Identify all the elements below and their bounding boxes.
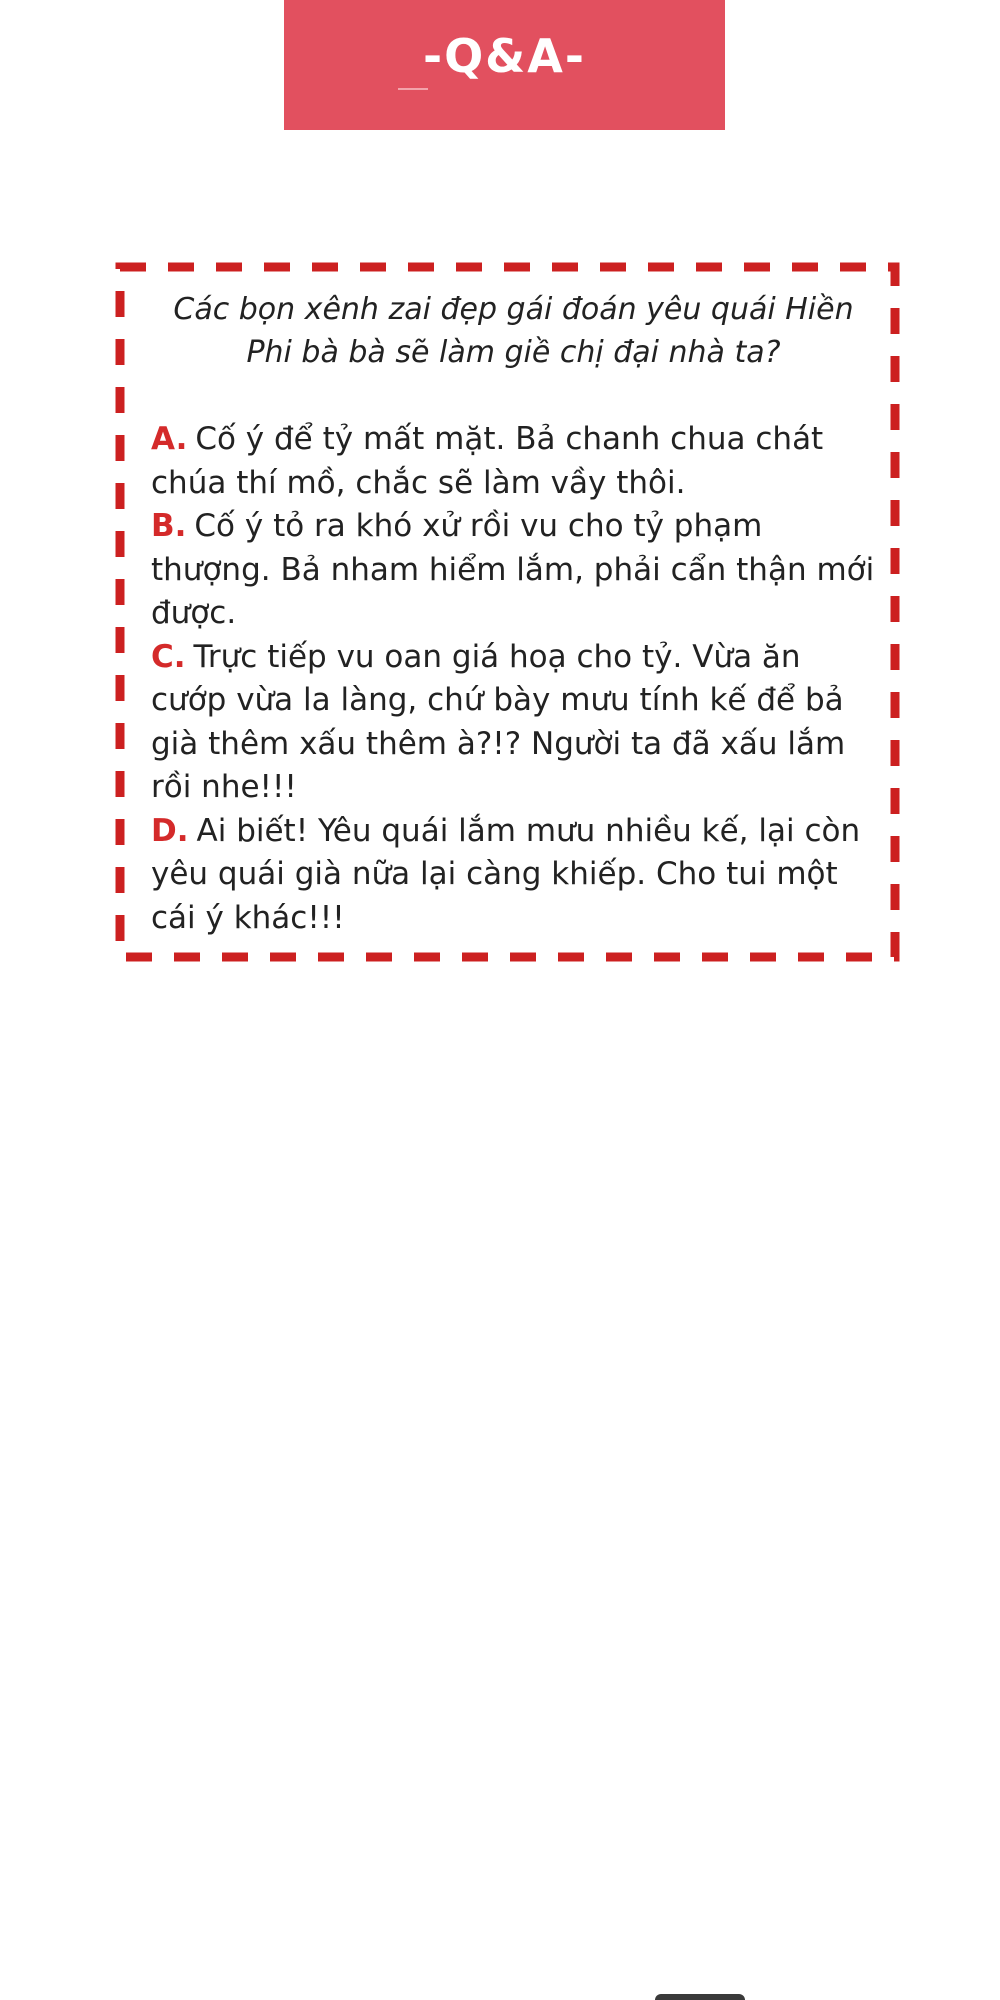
option-d-letter: D.	[151, 812, 189, 849]
option-a-letter: A.	[151, 421, 188, 457]
option-c-text: Trực tiếp vu oan giá hoạ cho tỷ. Vừa ăn cướp vừa la làng, chứ bày mưu tính kế để bả già thêm xấu thêm à?!? Người ta đã xấu lắm rồi nhe!!!	[151, 638, 846, 805]
qa-content	[151, 288, 876, 940]
header-underline-mark	[398, 88, 428, 90]
option-b-text: Cố ý tỏ ra khó xử rồi vu cho tỷ phạm thượng. Bả nham hiểm lắm, phải cẩn thận mới được.	[151, 508, 875, 631]
header-title: -Q&A-	[422, 29, 586, 83]
option-a	[151, 418, 876, 505]
option-a-text: Cố ý để tỷ mất mặt. Bả chanh chua chát chúa thí mồ, chắc sẽ làm vầy thôi.	[151, 421, 824, 501]
option-c-letter: C.	[151, 638, 186, 675]
bottom-edge-mark	[655, 1994, 745, 2000]
option-d-text: Ai biết! Yêu quái lắm mưu nhiều kế, lại còn yêu quái già nữa lại càng khiếp. Cho tui một cái ý khác!!!	[151, 812, 861, 936]
option-b	[151, 505, 876, 636]
option-d	[151, 810, 876, 941]
header-banner	[284, 0, 725, 130]
option-c	[151, 636, 876, 810]
qa-box	[115, 262, 900, 962]
qa-question: Các bọn xênh zai đẹp gái đoán yêu quái Hiền Phi bà bà sẽ làm giề chị đại nhà ta?	[173, 292, 854, 370]
option-b-letter: B.	[151, 508, 187, 544]
